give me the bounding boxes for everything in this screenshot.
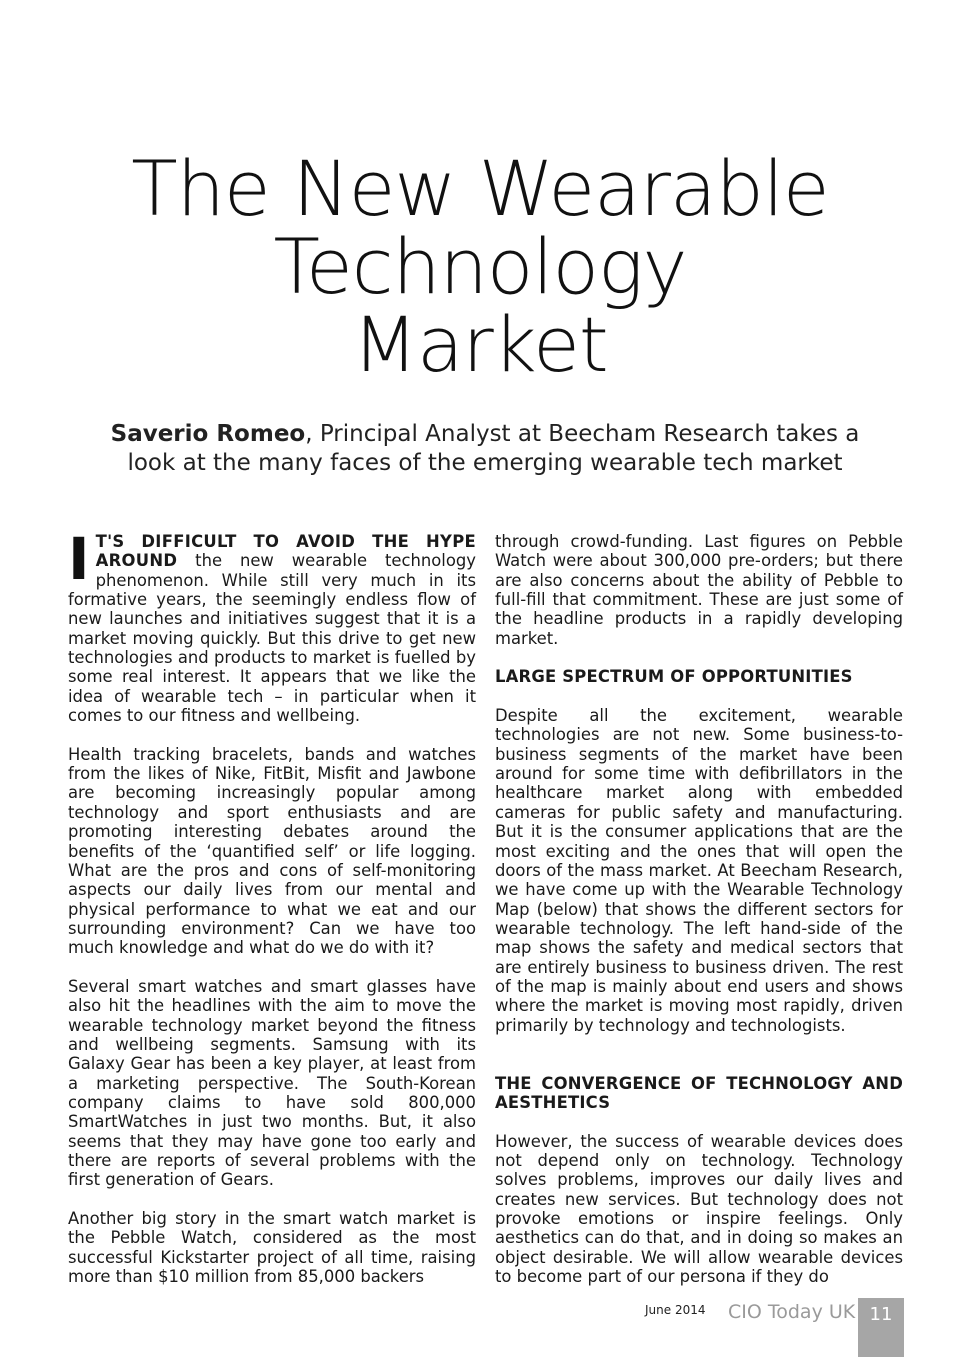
paragraph-6: Despite all the excitement, wearable technologies are not new. Some business-to-business segments of the market have been around for some time with defibrillators in the healthcare market along with embedded cameras for public safety and manufacturing. But it is the consumer applications that are the most exciting and the ones that will open the doors of the mass market. At Beecham Research, we have come up with the Wearable Technology Map (below) that shows the different sectors for wearable technology. The left hand-side of the map shows the safety and medical sectors that are entirely business to business driven. The rest of the map is mainly about end users and shows where the market is moving most rapidly, driven primarily by technology and technologists. — [495, 706, 903, 1035]
author-name: Saverio Romeo — [110, 421, 306, 447]
title-line-1: The New Wearable — [131, 144, 829, 233]
paragraph-3: Several smart watches and smart glasses have also hit the headlines with the aim to move the wearable technology market beyond the fitness and wellbeing segments. Samsung with its Galaxy Gear has been a key player, at least from a marketing perspective. The South-Korean company claims to have sold 800,000 SmartWatches in just two months. But, it also seems that they may have gone too early and there are reports of several problems with the first generation of Gears. — [68, 976, 476, 1190]
section-heading-opportunities: LARGE SPECTRUM OF OPPORTUNITIES — [495, 667, 853, 687]
lead-in-caps: T'S DIFFICULT TO AVOID THE HYPE AROUND — [95, 532, 476, 571]
column-right — [495, 532, 903, 1306]
paragraph-5: through crowd-funding. Last figures on Pebble Watch were about 300,000 pre-orders; but there are also concerns about the ability of Pebble to full-fill that commitment. These are just some of the headline products in a rapidly developing market. — [495, 532, 903, 648]
drop-cap: I — [68, 525, 90, 593]
issue-date: June 2014 — [645, 1303, 706, 1317]
paragraph-4: Another big story in the smart watch market is the Pebble Watch, considered as the most successful Kickstarter project of all time, raising more than $10 million from 85,000 backers — [68, 1209, 476, 1287]
section-heading-convergence: THE CONVERGENCE OF TECHNOLOGY AND AESTHETICS — [495, 1073, 903, 1112]
section-spacer — [495, 1054, 903, 1073]
title-line-2: Technology — [273, 222, 687, 311]
paragraph-1 — [68, 525, 476, 726]
publication-name: CIO Today UK — [728, 1301, 856, 1323]
paragraph-2: Health tracking bracelets, bands and watches from the likes of Nike, FitBit, Misfit and Jawbone are becoming increasingly popular among technology and sport enthusiasts and are promoting interesting debates around the benefits of the ‘quantified self’ or life logging. What are the pros and cons of self-monitoring aspects our daily lives from our mental and physical performance to what we eat and our surrounding environment? Can we have too much knowledge and what do we do with it? — [68, 744, 476, 958]
article-standfirst — [100, 420, 870, 478]
page-number-box — [858, 1298, 904, 1357]
article-title — [0, 144, 960, 389]
paragraph-7: However, the success of wearable devices does not depend only on technology. Technology solves problems, improves our daily lives and creates new services. But technology does not provoke emotions or inspire feelings. Only aesthetics can do that, and in doing so makes an object desirable. We will allow wearable devices to become part of our persona if they do — [495, 1131, 903, 1287]
column-left — [68, 525, 476, 1306]
title-line-3: Market — [352, 300, 608, 389]
paragraph-1-text: the new wearable technology phenomenon. While still very much in its formative years, the seemingly endless flow of new launches and initiatives suggest that it is a market moving quickly. But this drive to get new technologies and products to market is fuelled by some real interest. It appears that we like the idea of wearable tech – in particular when it comes to our fitness and wellbeing. — [68, 551, 476, 726]
standfirst-text: , Principal Analyst at Beecham Research takes a look at the many faces of the emerging wearable tech market — [127, 421, 860, 476]
page-number: 11 — [869, 1304, 893, 1325]
